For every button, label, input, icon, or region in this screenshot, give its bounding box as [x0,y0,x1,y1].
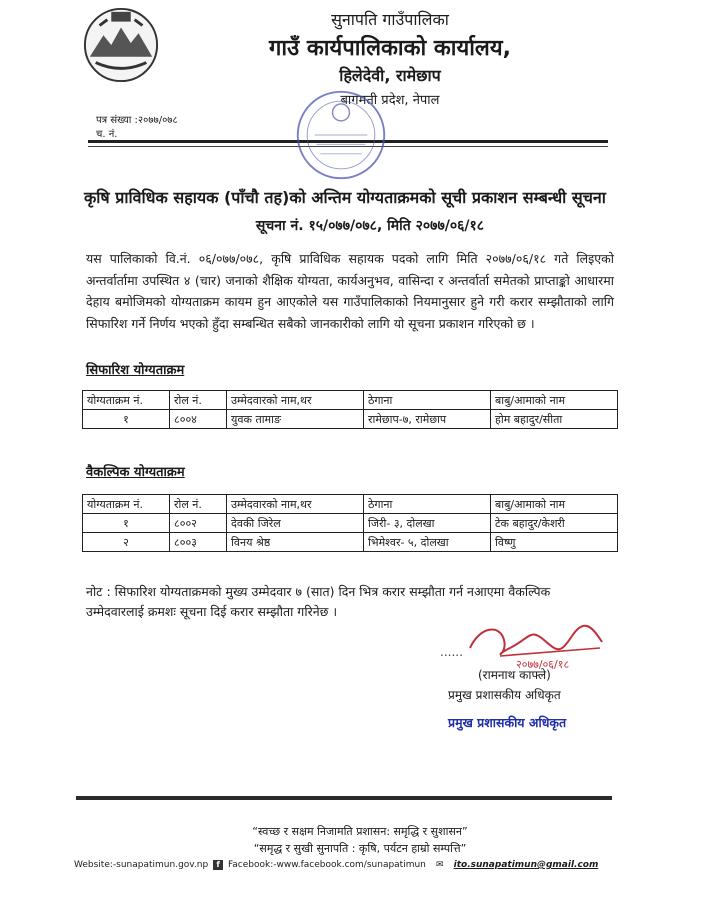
column-header: ठेगाना [364,391,491,410]
table-cell: होम बहादुर/सीता [491,410,618,429]
table-header-row [83,391,618,410]
column-header: योग्यताक्रम नं. [83,495,170,514]
dispatch-number: च. नं. [96,129,118,140]
footer-contacts [74,860,634,870]
column-header: उम्मेदवारको नाम,थर [227,495,364,514]
column-header: ठेगाना [364,495,491,514]
notice-subject: कृषि प्राविधिक सहायक (पाँचौ तह)को अन्तिम योग्यताक्रमको सूची प्रकाशन सम्बन्धी सूचना [84,188,606,207]
table-cell: देवकी जिरेल [227,514,364,533]
website-link[interactable]: Website:-sunapatimun.gov.np [74,860,209,870]
table-cell: टेक बहादुर/केशरी [491,514,618,533]
table-row [83,410,618,429]
column-header: बाबु/आमाको नाम [491,391,618,410]
table-cell: रामेछाप-७, रामेछाप [364,410,491,429]
column-header: उम्मेदवारको नाम,थर [227,391,364,410]
alternate-heading: वैकल्पिक योग्यताक्रम [86,465,185,480]
table-cell: भिमेश्वर- ५, दोलखा [364,533,491,552]
signatory-name: (रामनाथ काफ्ले) [478,668,551,682]
table-cell: २ [83,533,170,552]
reference-number: पत्र संख्या :२०७७/०७८ [96,115,178,126]
notice-footnote: नोट : सिफारिश योग्यताक्रमको मुख्य उम्मेदवार ७ (सात) दिन भित्र करार सम्झौता गर्न नआएमा वैकल्पिक उम्मेदवारलाई क्रमशः सूचना दिई करार सम्झौता गरिनेछ । [86,584,551,619]
recommended-table [82,390,618,429]
notice-body: यस पालिकाको वि.नं. ०६/०७७/०७८, कृषि प्राविधिक सहायक पदको लागि मिति २०७७/०६/१८ गते लिइएको अन्तर्वार्तामा उपस्थित ४ (चार) जनाको शैक्षिक योग्यता, कार्यअनुभव, वासिन्दा र अन्तर्वार्ता समेतको प्राप्ताङ्को आधारमा देहाय बमोजिमको योग्यताक्रम कायम हुन आएकोले यस गाउँपालिकाको नियमानुसार हुने गरी करार सम्झौताको लागि सिफारिश गर्ने निर्णय भएको हुँदा सम्बन्धित सबैको जानकारीको लागि यो सूचना प्रकाशन गरिएको छ । [86,251,614,331]
email-icon: ✉ [435,860,444,870]
table-cell: १ [83,410,170,429]
signatory-stamp: प्रमुख प्रशासकीय अधिकृत [448,715,567,730]
recommended-heading: सिफारिश योग्यताक्रम [86,363,185,378]
table-cell: १ [83,514,170,533]
table-cell: विनय श्रेष्ठ [227,533,364,552]
notice-number-date: सूचना नं. १५/०७७/०७८, मिति २०७७/०६/१८ [255,218,485,234]
table-cell: ८००२ [170,514,227,533]
table-row [83,533,618,552]
table-cell: विष्णु [491,533,618,552]
office-address: हिलेदेवी, रामेछाप [339,66,441,85]
footer-divider [76,796,612,800]
signature-date: २०७७/०६/१८ [516,658,570,671]
facebook-link[interactable]: Facebook:-www.facebook.com/sunapatimun [227,860,426,870]
email-link[interactable]: ito.sunapatimun@gmail.com [453,860,599,870]
signatory-title: प्रमुख प्रशासकीय अधिकृत [448,688,561,702]
footer-motto-2: “समृद्ध र सुखी सुनापति : कृषि, पर्यटन हाम्रो सम्पत्ति” [253,842,467,855]
province-country: बागमती प्रदेश, नेपाल [340,93,440,108]
office-name: गाउँ कार्यपालिकाको कार्यालय, [269,36,511,61]
column-header: रोल नं. [170,495,227,514]
table-header-row [83,495,618,514]
column-header: योग्यताक्रम नं. [83,391,170,410]
facebook-icon: f [213,860,223,870]
column-header: बाबु/आमाको नाम [491,495,618,514]
table-row [83,514,618,533]
table-cell: युवक तामाङ [227,410,364,429]
footer-motto-1: “स्वच्छ र सक्षम निजामति प्रशासन: समृद्धि र सुशासन” [252,825,468,838]
nepal-emblem-icon [82,6,160,84]
municipality-name: सुनापति गाउँपालिका [331,10,449,29]
signature-dots: ...... [440,645,463,659]
table-cell: ८००४ [170,410,227,429]
table-cell: जिरी- ३, दोलखा [364,514,491,533]
column-header: रोल नं. [170,391,227,410]
alternate-table [82,494,618,552]
office-stamp [294,88,388,182]
table-cell: ८००३ [170,533,227,552]
